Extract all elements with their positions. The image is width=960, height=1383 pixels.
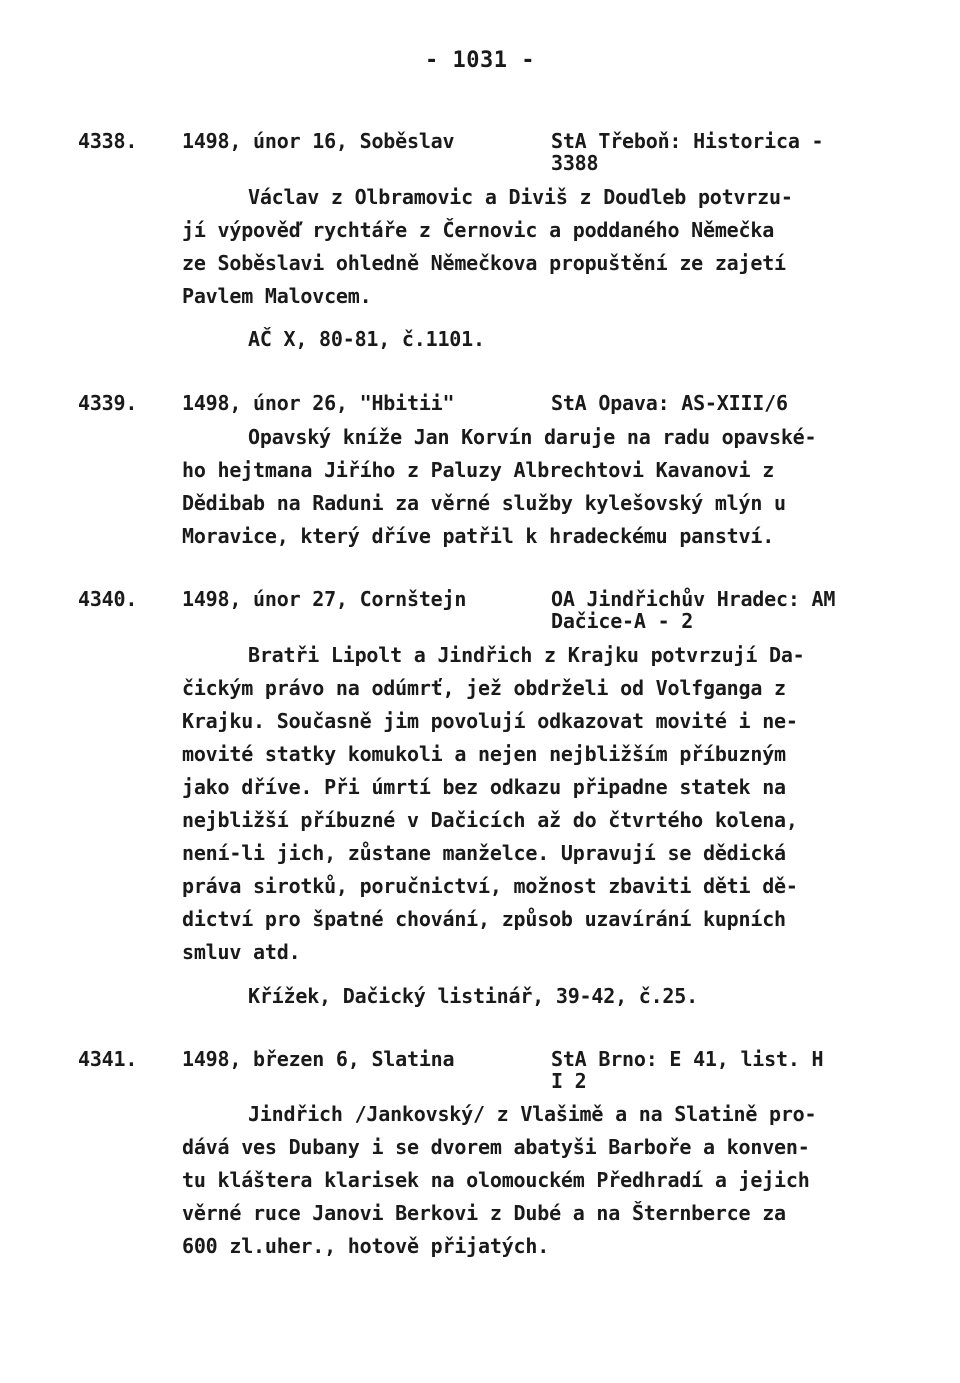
entry-body-line: tu kláštera klarisek na olomouckém Předhradí a jejich — [182, 1168, 810, 1192]
entry-body-line: Jindřich /Jankovský/ z Vlašimě a na Slatině pro- — [248, 1102, 817, 1126]
entry-date-place: 1498, únor 27, Cornštejn — [182, 587, 467, 611]
entry-body-line: čickým právo na odúmrť, jež obdrželi od Volfganga z — [182, 676, 786, 700]
entry-archive-line: StA Opava: AS-XIII/6 — [551, 391, 788, 415]
entry-body-line: ho hejtmana Jiřího z Paluzy Albrechtovi Kavanovi z — [182, 458, 775, 482]
entry-body-line: Dědibab na Raduni za věrné služby kylešovský mlýn u — [182, 491, 786, 515]
entry-body-line: dictví pro špatné chování, způsob uzavírání kupních — [182, 907, 786, 931]
entry-number: 4341. — [78, 1047, 138, 1071]
entry-archive-line: StA Brno: E 41, list. H — [551, 1047, 824, 1071]
entry-archive-line: StA Třeboň: Historica - — [551, 129, 824, 153]
entry-archive-line: I 2 — [551, 1069, 587, 1093]
entry-number: 4339. — [78, 391, 138, 415]
entry-number: 4340. — [78, 587, 138, 611]
entry-archive-line: OA Jindřichův Hradec: AM — [551, 587, 836, 611]
entry-body-line: ze Soběslavi ohledně Němečkova propuštění ze zajetí — [182, 251, 786, 275]
entry-body-line: Bratři Lipolt a Jindřich z Krajku potvrzují Da- — [248, 643, 805, 667]
entry-body-line: Václav z Olbramovic a Diviš z Doudleb potvrzu- — [248, 185, 793, 209]
entry-citation: AČ X, 80-81, č.1101. — [248, 327, 485, 351]
entry-body-line: 600 zl.uher., hotově přijatých. — [182, 1234, 550, 1258]
entry-body-line: Krajku. Současně jim povolují odkazovat movité i ne- — [182, 709, 798, 733]
entry-citation: Křížek, Dačický listinář, 39-42, č.25. — [248, 984, 698, 1008]
entry-body-line: nejbližší příbuzné v Dačicích až do čtvrtého kolena, — [182, 808, 798, 832]
entry-body-line: Pavlem Malovcem. — [182, 284, 372, 308]
entry-date-place: 1498, únor 16, Soběslav — [182, 129, 455, 153]
entry-archive-line: 3388 — [551, 151, 599, 175]
entry-body-line: Opavský kníže Jan Korvín daruje na radu opavské- — [248, 425, 817, 449]
entry-body-line: Moravice, který dříve patřil k hradeckému panství. — [182, 524, 775, 548]
entry-body-line: dává ves Dubany i se dvorem abatyši Barboře a konven- — [182, 1135, 810, 1159]
entry-archive-line: Dačice-A - 2 — [551, 609, 694, 633]
entry-date-place: 1498, únor 26, "Hbitii" — [182, 391, 455, 415]
entry-body-line: jako dříve. Při úmrtí bez odkazu připadne statek na — [182, 775, 786, 799]
entry-body-line: není-li jich, zůstane manželce. Upravují se dědická — [182, 841, 786, 865]
entry-date-place: 1498, březen 6, Slatina — [182, 1047, 455, 1071]
entry-body-line: smluv atd. — [182, 940, 301, 964]
entry-body-line: jí výpověď rychtáře z Černovic a poddaného Němečka — [182, 218, 775, 242]
page-number: - 1031 - — [425, 48, 535, 73]
entry-body-line: věrné ruce Janovi Berkovi z Dubé a na Šternberce za — [182, 1201, 786, 1225]
entry-body-line: práva sirotků, poručnictví, možnost zbaviti děti dě- — [182, 874, 798, 898]
entry-number: 4338. — [78, 129, 138, 153]
entry-body-line: movité statky komukoli a nejen nejbližším příbuzným — [182, 742, 786, 766]
